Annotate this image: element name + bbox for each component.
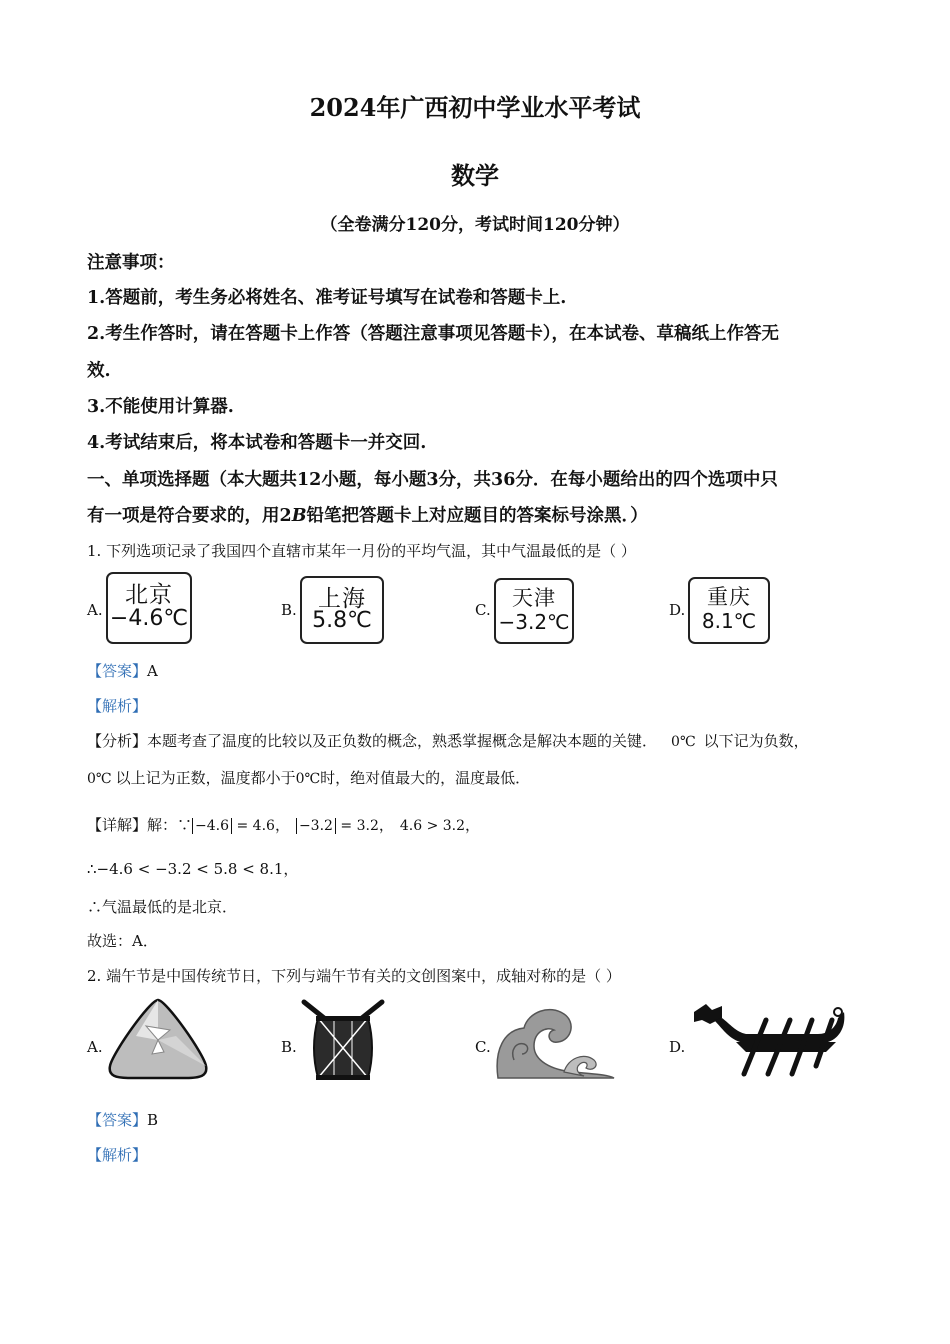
q1-option-c-city: 天津 (512, 586, 556, 610)
q1-detail-line1: 【详解】解：∵ −4.6 = 4.6， −3.2 = 3.2， 4.6 > 3.2， (87, 816, 481, 834)
note-item-2-cont: 效. (87, 361, 111, 381)
q1-option-a-card (106, 572, 192, 644)
q1-option-b-label: B. (281, 601, 297, 619)
note-item-1: 1.答题前，考生务必将姓名、准考证号填写在试卷和答题卡上. (87, 288, 567, 308)
dragon-boat-icon (688, 998, 852, 1082)
note-item-4: 4.考试结束后，将本试卷和答题卡一并交回. (87, 433, 427, 453)
section-heading-line1: 一、单项选择题（本大题共12小题，每小题3分，共36分．在每小题给出的四个选项中只 (87, 470, 778, 490)
q1-option-b-city: 上海 (318, 586, 366, 612)
exam-title: 2024年广西初中学业水平考试 (309, 93, 641, 122)
drum-icon (300, 998, 386, 1082)
q2-option-c-label: C. (475, 1038, 491, 1056)
q2-option-d-label: D. (669, 1038, 686, 1056)
q1-option-d-city: 重庆 (707, 585, 751, 609)
q1-option-d-label: D. (669, 601, 686, 619)
notes-heading: 注意事项： (87, 253, 175, 273)
q2-analysis-tag: 【解析】 (87, 1146, 148, 1164)
wave-icon (494, 1000, 616, 1080)
q1-option-d-temp: 8.1℃ (701, 609, 757, 633)
note-item-3: 3.不能使用计算器. (87, 397, 234, 417)
section-heading-line2: 有一项是符合要求的，用2B铅笔把答题卡上对应题目的答案标号涂黑．） (87, 506, 648, 526)
zongzi-icon (106, 996, 210, 1080)
q1-option-b-temp: 5.8℃ (312, 608, 372, 633)
q1-fenxi-line1: 【分析】本题考查了温度的比较以及正负数的概念，熟悉掌握概念是解决本题的关键． 0℃ 以下记为负数， (87, 732, 809, 750)
q1-option-a-temp: −4.6℃ (109, 606, 189, 631)
q2-answer: 【答案】B (87, 1111, 159, 1129)
q1-option-a-label: A. (87, 601, 103, 619)
q1-option-c-label: C. (475, 601, 491, 619)
q1-option-b-card (300, 576, 384, 644)
q1-answer: 【答案】A (87, 662, 158, 680)
q1-option-a-city: 北京 (125, 582, 173, 608)
q1-option-d-card (688, 577, 770, 644)
q1-analysis-tag: 【解析】 (87, 697, 148, 715)
q1-option-c-card (494, 578, 574, 644)
q2-option-b-label: B. (281, 1038, 297, 1056)
q1-option-c-temp: −3.2℃ (498, 610, 570, 634)
exam-info: （全卷满分120分，考试时间120分钟） (320, 215, 630, 235)
q2-option-a-label: A. (87, 1038, 103, 1056)
q1-choose: 故选：A． (87, 932, 158, 950)
q1-stem: 1. 下列选项记录了我国四个直辖市某年一月份的平均气温，其中气温最低的是（ ） (87, 542, 636, 560)
q2-stem: 2. 端午节是中国传统节日，下列与端午节有关的文创图案中，成轴对称的是（ ） (87, 967, 621, 985)
q1-detail-chain: ∴−4.6 < −3.2 < 5.8 < 8.1， (87, 860, 299, 878)
q1-detail-conclusion: ∴气温最低的是北京． (87, 898, 238, 916)
q1-fenxi-line2: 0℃ 以上记为正数，温度都小于0℃时，绝对值最大的，温度最低． (87, 769, 531, 787)
subject-title: 数学 (451, 161, 499, 190)
note-item-2: 2.考生作答时，请在答题卡上作答（答题注意事项见答题卡），在本试卷、草稿纸上作答无 (87, 324, 780, 344)
